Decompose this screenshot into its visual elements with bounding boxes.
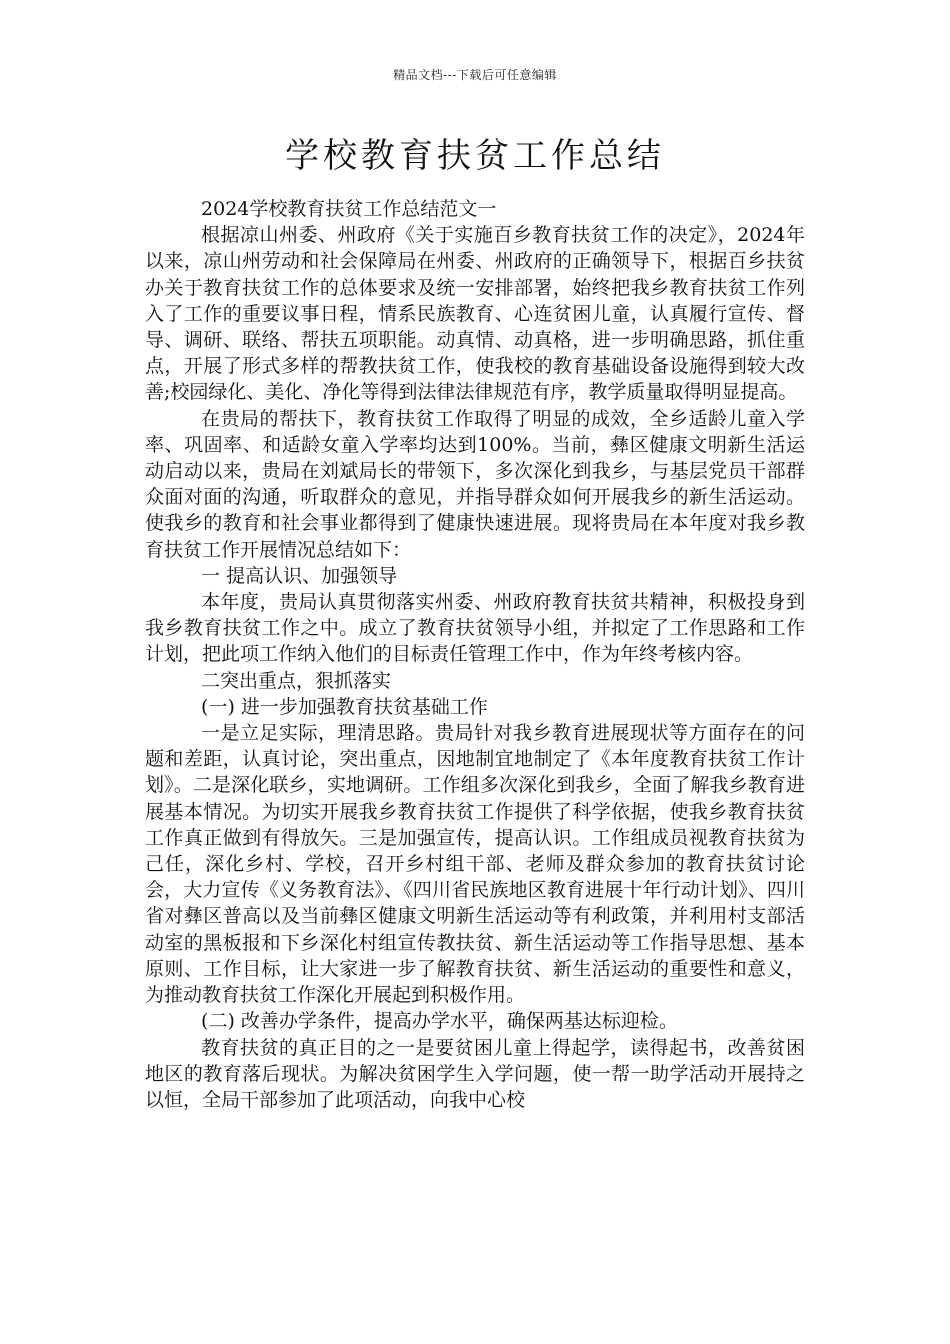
paragraph: 根据凉山州委、州政府《关于实施百乡教育扶贫工作的决定》，2024年以来，凉山州劳动和社会保障局在州委、州政府的正确领导下，根据百乡扶贫办关于教育扶贫工作的总体要求及统一安排部署，始终把我乡教育扶贫工作列入了工作的重要议事日程，情系民族教育、心连贫困儿童，认真履行宣传、督导、调研、联络、帮扶五项职能。动真情、动真格，进一步明确思路，抓住重点，开展了形式多样的帮教扶贫工作，使我校的教育基础设备设施得到较大改善;校园绿化、美化、净化等得到法律法律规范有序，教学质量取得明显提高。 — [145, 224, 805, 404]
document-title: 学校教育扶贫工作总结 — [285, 136, 665, 176]
document-body — [145, 196, 805, 1113]
section-heading: 二突出重点，狠抓落实 — [201, 669, 392, 692]
subsection-heading: (二) 改善办学条件，提高办学水平，确保两基达标迎检。 — [201, 1010, 678, 1033]
section-heading: 一 提高认识、加强领导 — [201, 564, 398, 587]
paragraph-subtitle: 2024学校教育扶贫工作总结范文一 — [201, 198, 497, 220]
paragraph: 教育扶贫的真正目的之一是要贫困儿童上得起学，读得起书，改善贫困地区的教育落后现状。为解决贫困学生入学问题，使一帮一助学活动开展持之以恒，全局干部参加了此项活动，向我中心校 — [145, 1036, 805, 1111]
paragraph: 本年度，贵局认真贯彻落实州委、州政府教育扶贫共精神，积极投身到我乡教育扶贫工作之中。成立了教育扶贫领导小组，并拟定了工作思路和工作计划，把此项工作纳入他们的目标责任管理工作中，作为年终考核内容。 — [145, 591, 805, 666]
paragraph: 一是立足实际，理清思路。贵局针对我乡教育进展现状等方面存在的问题和差距，认真讨论，突出重点，因地制宜地制定了《本年度教育扶贫工作计划》。二是深化联乡，实地调研。工作组多次深化到我乡，全面了解我乡教育进展基本情况。为切实开展我乡教育扶贫工作提供了科学依据，使我乡教育扶贫工作真正做到有得放矢。三是加强宣传，提高认识。工作组成员视教育扶贫为己任，深化乡村、学校，召开乡村组干部、老师及群众参加的教育扶贫讨论会，大力宣传《义务教育法》、《四川省民族地区教育进展十年行动计划》、四川省对彝区普高以及当前彝区健康文明新生活运动等有利政策，并利用村支部活动室的黑板报和下乡深化村组宣传教扶贫、新生活运动等工作指导思想、基本原则、工作目标，让大家进一步了解教育扶贫、新生活运动的重要性和意义，为推动教育扶贫工作深化开展起到积极作用。 — [145, 722, 805, 1007]
header-note: 精品文档---下载后可任意编辑 — [393, 68, 557, 82]
paragraph: 在贵局的帮扶下，教育扶贫工作取得了明显的成效，全乡适龄儿童入学率、巩固率、和适龄女童入学率均达到100%。当前，彝区健康文明新生活运动启动以来，贵局在刘斌局长的带领下，多次深化到我乡，与基层党员干部群众面对面的沟通，听取群众的意见，并指导群众如何开展我乡的新生活运动。使我乡的教育和社会事业都得到了健康快速进展。现将贵局在本年度对我乡教育扶贫工作开展情况总结如下： — [145, 407, 805, 561]
subsection-heading: (一) 进一步加强教育扶贫基础工作 — [201, 695, 488, 718]
